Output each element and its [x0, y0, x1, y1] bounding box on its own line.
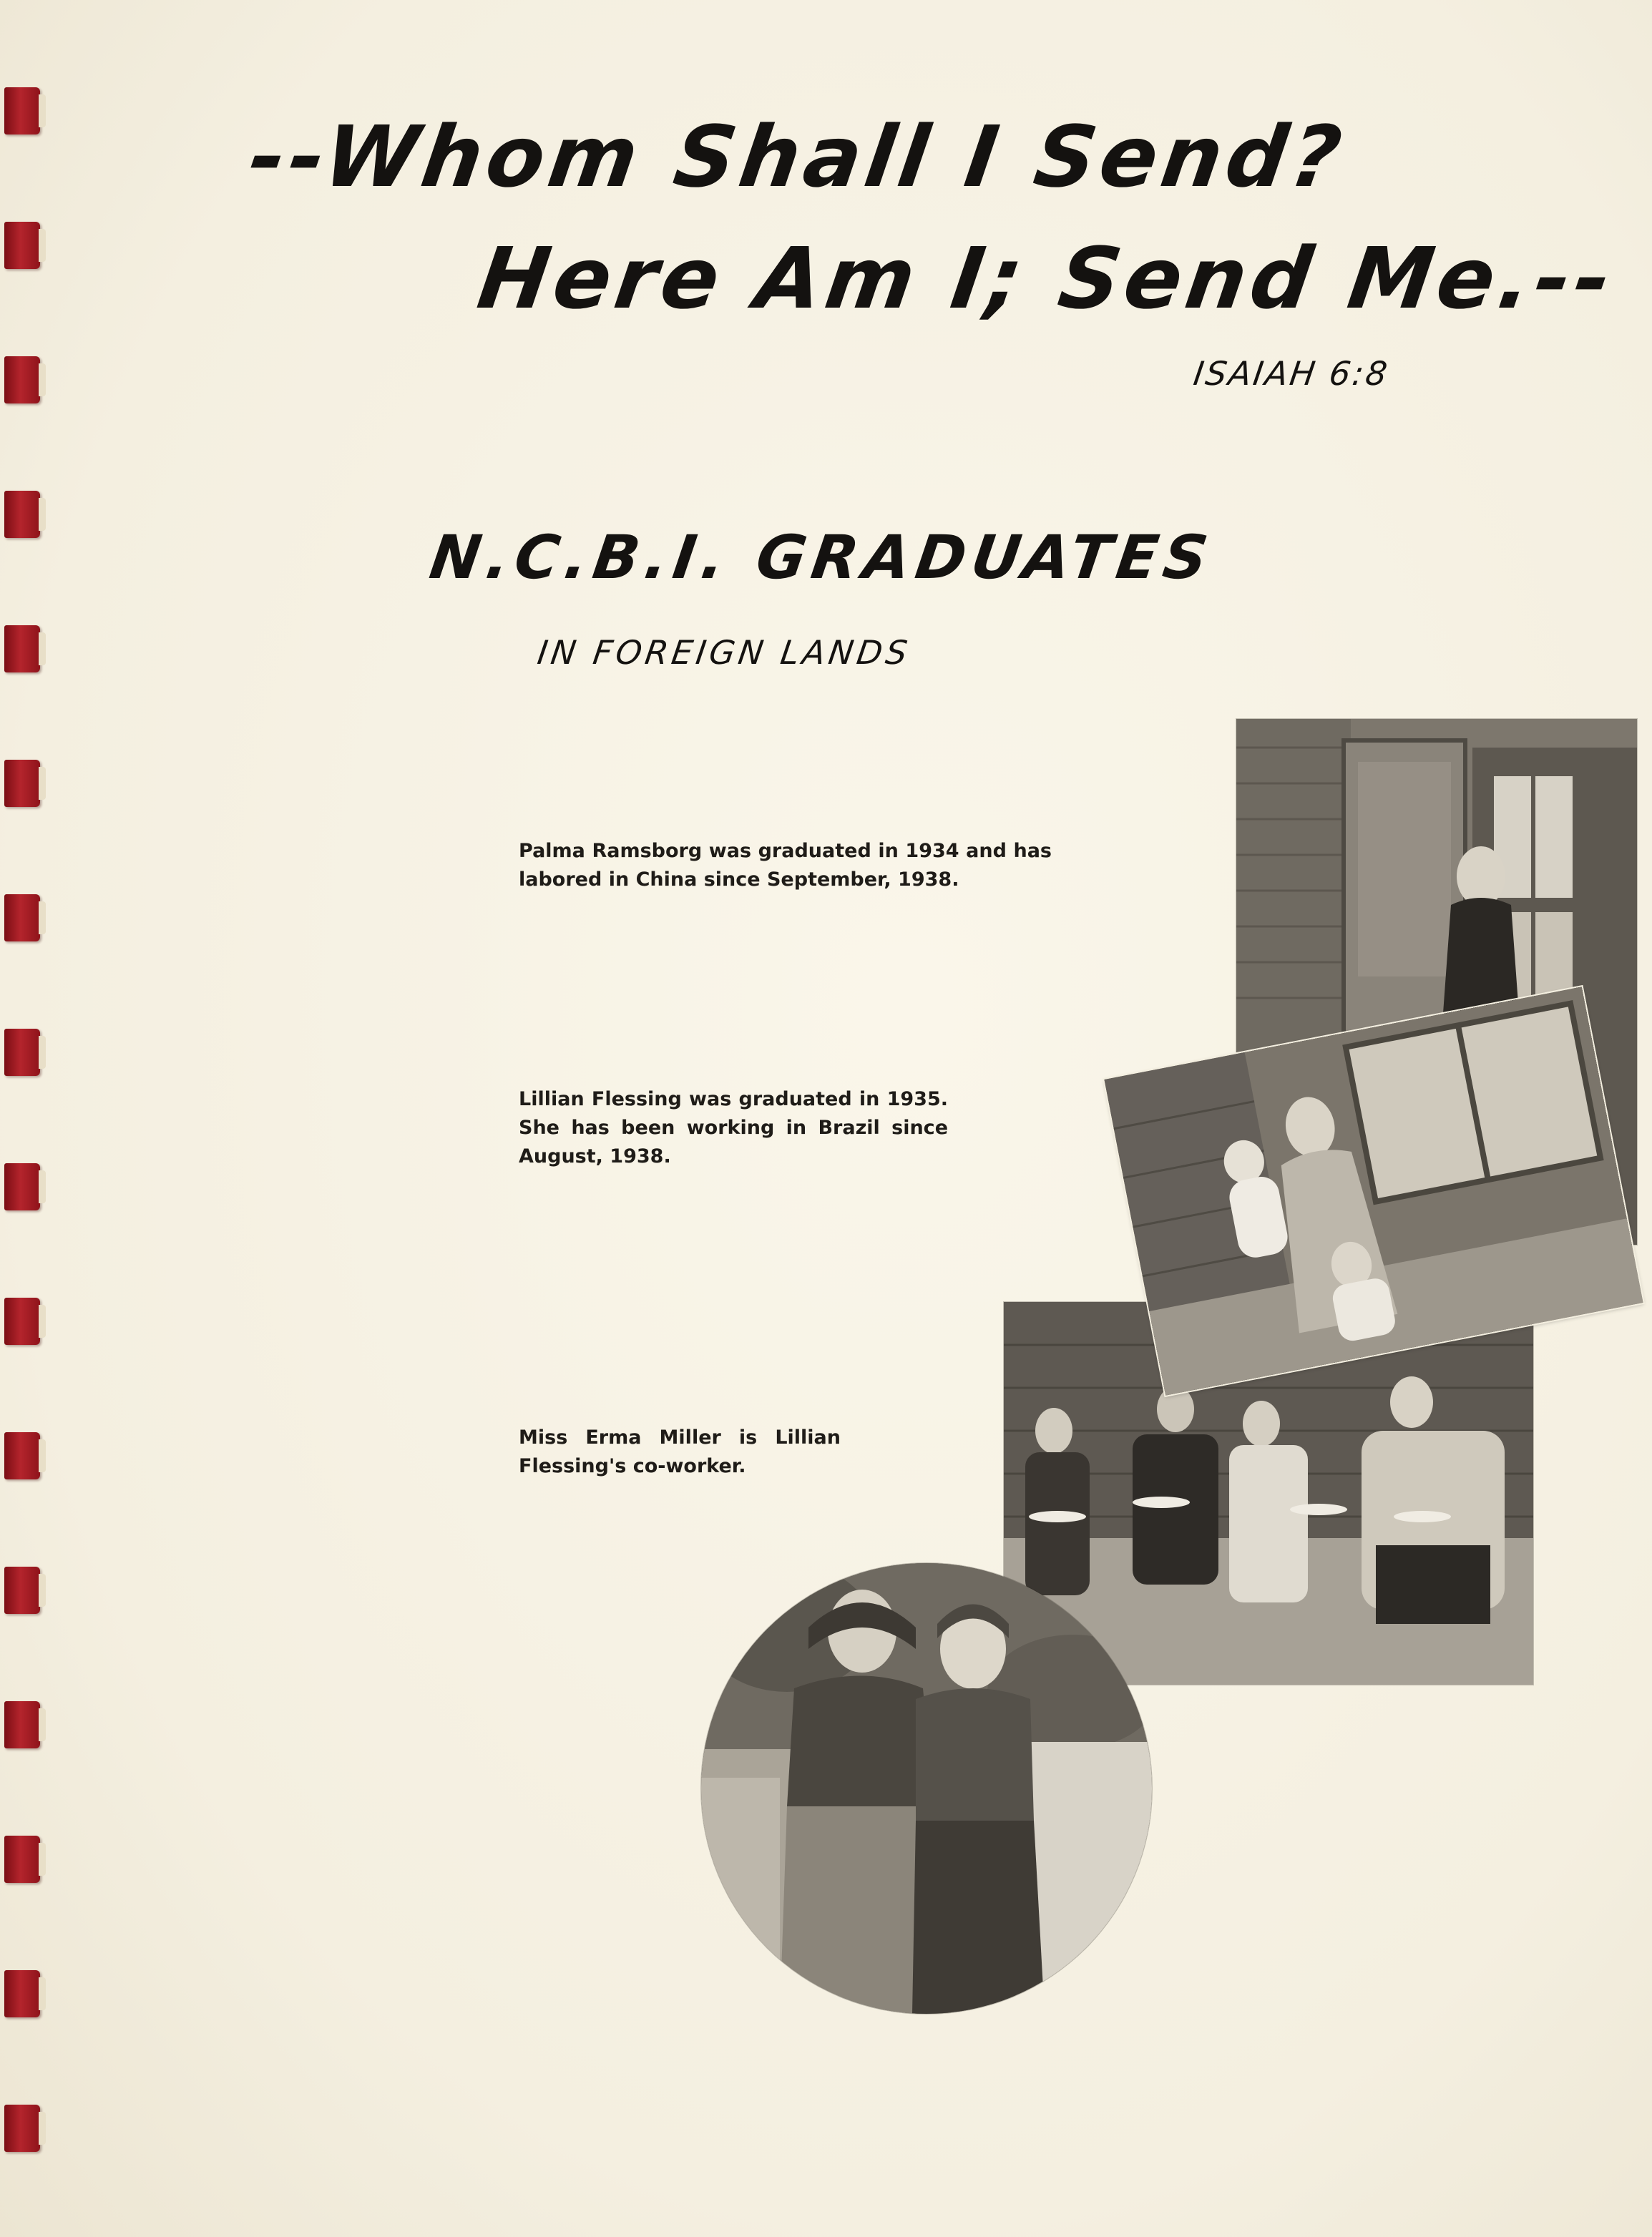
binding-ring	[4, 1432, 40, 1479]
section-heading: N.C.B.I. GRADUATES	[426, 522, 1218, 592]
binding-ring	[4, 1836, 40, 1883]
binding-ring	[4, 625, 40, 672]
caption-palma-ramsborg: Palma Ramsborg was graduated in 1934 and has labored in China since September, 1938.	[519, 840, 1052, 891]
caption-lillian-flessing: Lillian Flessing was graduated in 1935. She has been working in Brazil since August, 1938.	[519, 1088, 948, 1168]
binding-ring	[4, 356, 40, 403]
tilted-photo-frame	[1104, 987, 1643, 1395]
caption-erma-miller: Miss Erma Miller is Lillian Flessing's co-worker.	[519, 1426, 841, 1477]
binding-ring	[4, 2105, 40, 2152]
binding-ring	[4, 894, 40, 941]
page-title-line-1: --Whom Shall I Send?	[243, 107, 1352, 206]
binding-ring	[4, 87, 40, 134]
binding-ring	[4, 222, 40, 269]
binding-ring	[4, 1163, 40, 1210]
page-title-line-2: Here Am I; Send Me.--	[472, 229, 1621, 328]
binding-ring	[4, 491, 40, 538]
section-subheading: IN FOREIGN LANDS	[535, 633, 914, 672]
binding-ring	[4, 1029, 40, 1076]
binding-ring	[4, 1298, 40, 1345]
binding-ring	[4, 1701, 40, 1748]
two-women-circle-photo	[701, 1563, 1152, 2014]
woman-holding-child-photo	[1104, 987, 1643, 1395]
binding-ring	[4, 760, 40, 807]
spiral-binding	[0, 0, 50, 2237]
scripture-reference: ISAIAH 6:8	[1191, 354, 1392, 393]
binding-ring	[4, 1567, 40, 1614]
binding-ring	[4, 1970, 40, 2017]
